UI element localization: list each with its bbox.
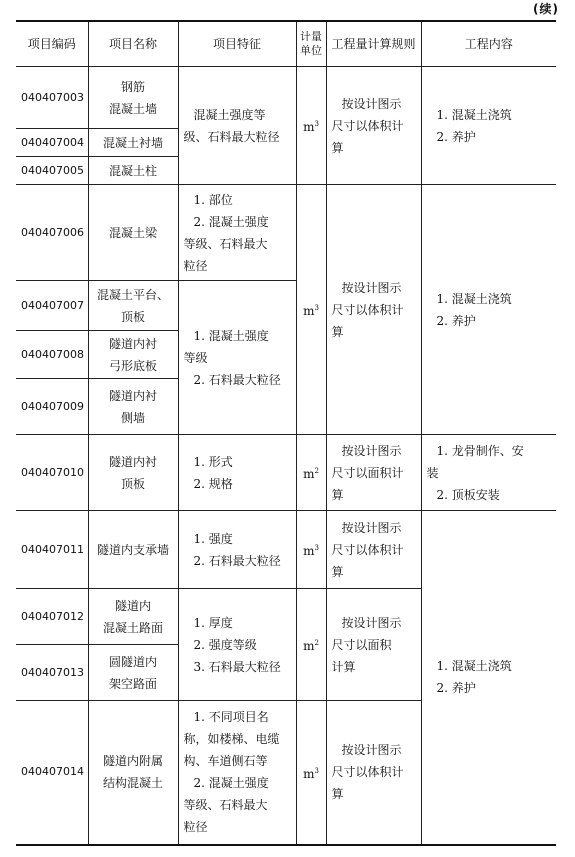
item-code: 040407003 [16, 67, 88, 129]
item-name: 隧道内附属 结构混凝土 [88, 701, 178, 845]
item-rule: 按设计图示 尺寸以体积计 算 [326, 67, 421, 185]
item-unit: $m^2$ [296, 435, 326, 511]
table-row [16, 67, 556, 129]
item-rule: 按设计图示 尺寸以面积计 算 [326, 435, 421, 511]
table-row [16, 511, 556, 589]
item-code: 040407005 [16, 157, 88, 185]
item-name: 混凝土衬墙 [88, 129, 178, 157]
item-rule: 按设计图示 尺寸以体积计 算 [326, 701, 421, 845]
item-unit: $m^3$ [296, 701, 326, 845]
item-rule: 按设计图示 尺寸以体积计 算 [326, 511, 421, 589]
item-content: 1. 混凝土浇筑 2. 养护 [421, 185, 556, 435]
item-code: 040407013 [16, 645, 88, 701]
item-name: 隧道内 混凝土路面 [88, 589, 178, 645]
item-feature: 1. 部位 2. 混凝土强度 等级、石料最大 粒径 [178, 185, 296, 281]
item-name: 混凝土梁 [88, 185, 178, 281]
header-row [16, 21, 556, 67]
header-code: 项目编码 [16, 21, 88, 67]
item-name: 钢筋 混凝土墙 [88, 67, 178, 129]
item-code: 040407008 [16, 331, 88, 379]
item-code: 040407014 [16, 701, 88, 845]
header-unit: 计量单位 [296, 21, 326, 67]
item-feature: 1. 不同项目名 称，如楼梯、电缆 构、车道侧石等 2. 混凝土强度 等级、石料最大 粒径 [178, 701, 296, 845]
item-name: 隧道内支承墙 [88, 511, 178, 589]
table-row [16, 185, 556, 281]
table-row [16, 435, 556, 511]
item-feature: 混凝土强度等 级、石料最大粒径 [178, 67, 296, 185]
item-code: 040407009 [16, 379, 88, 435]
item-name: 隧道内衬 弓形底板 [88, 331, 178, 379]
continued-label: (续) [533, 2, 559, 16]
item-code: 040407010 [16, 435, 88, 511]
header-rule: 工程量计算规则 [326, 21, 421, 67]
item-code: 040407004 [16, 129, 88, 157]
item-name: 圆隧道内 架空路面 [88, 645, 178, 701]
item-code: 040407011 [16, 511, 88, 589]
item-code: 040407006 [16, 185, 88, 281]
item-rule: 按设计图示 尺寸以面积 计算 [326, 589, 421, 701]
item-unit: $m^3$ [296, 511, 326, 589]
item-unit: $m^2$ [296, 589, 326, 701]
item-unit: $m^3$ [296, 185, 326, 435]
item-code: 040407012 [16, 589, 88, 645]
item-feature: 1. 厚度 2. 强度等级 3. 石料最大粒径 [178, 589, 296, 701]
item-feature: 1. 强度 2. 石料最大粒径 [178, 511, 296, 589]
item-name: 混凝土平台、 顶板 [88, 281, 178, 331]
item-feature: 1. 形式 2. 规格 [178, 435, 296, 511]
item-content: 1. 龙骨制作、安 装 2. 顶板安装 [421, 435, 556, 511]
item-feature: 1. 混凝土强度 等级 2. 石料最大粒径 [178, 281, 296, 435]
item-name: 混凝土柱 [88, 157, 178, 185]
item-content: 1. 混凝土浇筑 2. 养护 [421, 511, 556, 845]
item-name: 隧道内衬 顶板 [88, 435, 178, 511]
item-name: 隧道内衬 侧墙 [88, 379, 178, 435]
item-unit: $m^3$ [296, 67, 326, 185]
item-content: 1. 混凝土浇筑 2. 养护 [421, 67, 556, 185]
item-code: 040407007 [16, 281, 88, 331]
header-name: 项目名称 [88, 21, 178, 67]
quantity-table [16, 20, 556, 846]
header-feature: 项目特征 [178, 21, 296, 67]
header-content: 工程内容 [421, 21, 556, 67]
item-rule: 按设计图示 尺寸以体积计 算 [326, 185, 421, 435]
